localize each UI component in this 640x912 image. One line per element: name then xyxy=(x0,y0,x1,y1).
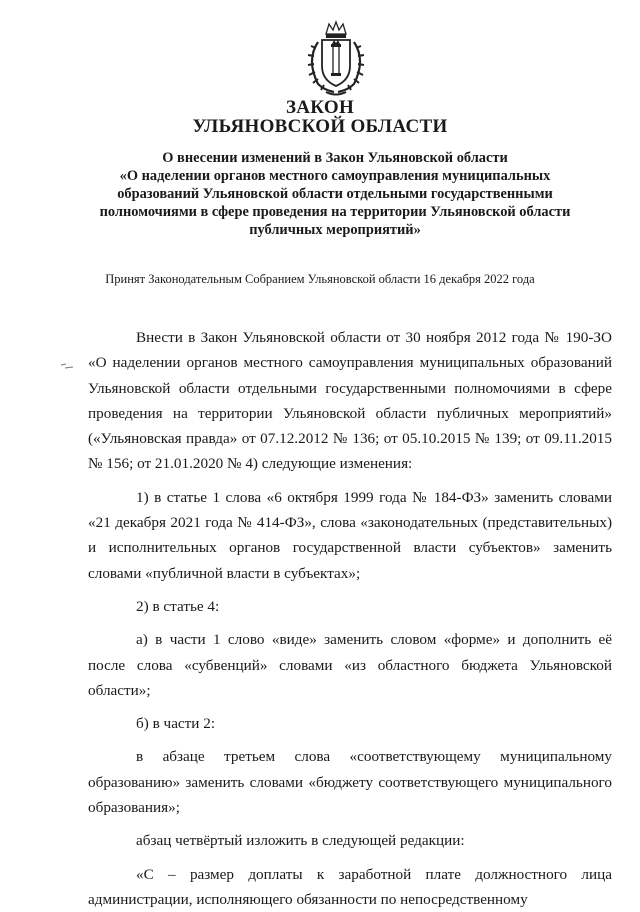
law-body xyxy=(88,325,612,912)
subject-line: «О наделении органов местного самоуправления муниципальных xyxy=(119,168,551,184)
subject-line: О внесении изменений в Закон Ульяновской области xyxy=(162,150,508,166)
body-paragraph: 2) в статье 4: xyxy=(136,597,220,615)
subject-line: публичных мероприятий» xyxy=(249,222,421,238)
body-paragraph: Внести в Закон Ульяновской области от 30 ноября 2012 года № 190-ЗО «О наделении органов местного самоуправления муниципальных образований Ульяновской области отдельными государственными полномочиями в сфере проведения на территории Ульяновской области публичных мероприятий» («Ульяновская правда» от 07.12.2012 № 136; от 05.10.2015 № 139; от 09.11.2015 № 156; от 21.01.2020 № 4) следующие изменения: xyxy=(88,329,612,473)
subject-line: образований Ульяновской области отдельными государственными xyxy=(117,186,553,202)
law-title: ЗАКОН xyxy=(285,97,355,118)
region-title: УЛЬЯНОВСКОЙ ОБЛАСТИ xyxy=(192,116,448,137)
law-subject xyxy=(85,149,585,239)
body-paragraph: «С – размер доплаты к заработной плате должностного лица администрации, исполняющего обязанности по непосредственному xyxy=(88,865,612,908)
body-paragraph: а) в части 1 слово «виде» заменить словом «форме» и дополнить её после слова «субвенций» словами «из областного бюджета Ульяновской области»; xyxy=(88,631,612,699)
adoption-statement: Принят Законодательным Собранием Ульяновской области 16 декабря 2022 года xyxy=(105,272,535,286)
body-paragraph: абзац четвёртый изложить в следующей редакции: xyxy=(136,832,465,850)
body-paragraph: б) в части 2: xyxy=(136,715,216,733)
ulyanovsk-coat-of-arms-icon xyxy=(298,20,374,98)
subject-line: полномочиями в сфере проведения на территории Ульяновской области xyxy=(99,204,571,220)
body-paragraph: в абзаце третьем слова «соответствующему муниципальному образованию» заменить словами «бюджету соответствующего муниципального образования»; xyxy=(88,748,612,817)
margin-mark-icon xyxy=(60,362,74,370)
body-paragraph: 1) в статье 1 слова «6 октября 1999 года № 184-ФЗ» заменить словами «21 декабря 2021 года № 414-ФЗ», слова «законодательных (представительных) и исполнительных органов государственной власти субъектов» заменить словами «публичной власти в субъектах»; xyxy=(88,488,612,582)
